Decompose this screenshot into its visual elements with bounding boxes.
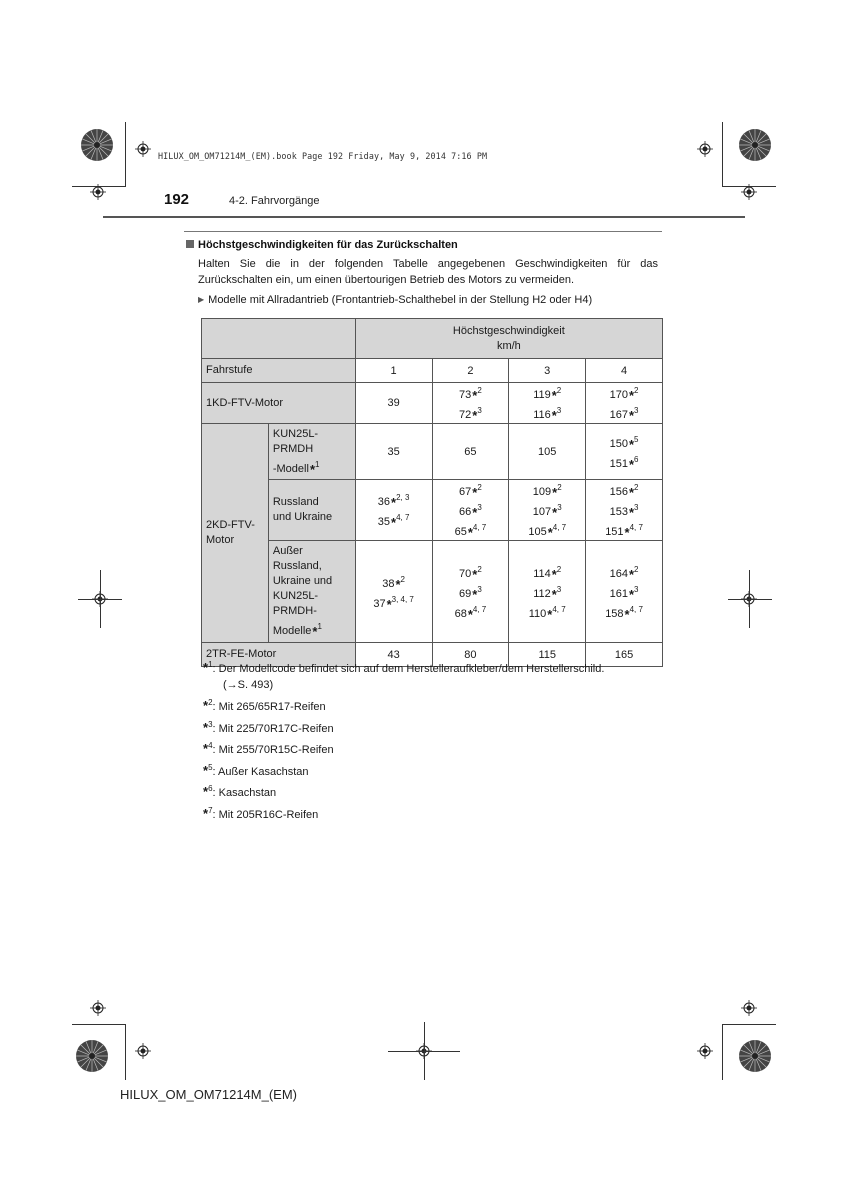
gear-cell: 4 [586, 359, 663, 383]
trim-mark [722, 1024, 723, 1080]
crosshair-icon [135, 1043, 151, 1059]
table-corner-cell [202, 319, 356, 359]
speed-cell: 43 [355, 643, 432, 667]
crosshair-icon [741, 184, 757, 200]
model-bullet-text: Modelle mit Allradantrieb (Frontantrieb-Schalthebel in der Stellung H2 oder H4) [208, 294, 593, 306]
chapter-title: 4-2. Fahrvorgänge [229, 195, 320, 207]
speed-cell: 109*$^2$ 107*$^3$ 105*$^{4, 7}$ [509, 480, 586, 541]
speed-cell: 164*$^2$ 161*$^3$ 158*$^{4, 7}$ [586, 541, 663, 643]
trim-mark [100, 570, 101, 628]
variant-label-cell: KUN25L- PRMDH -Modell*$^1$ [268, 424, 355, 480]
trim-mark [72, 1024, 126, 1025]
crosshair-icon [697, 1043, 713, 1059]
speed-cell: 67*$^2$ 66*$^3$ 65*$^{4, 7}$ [432, 480, 509, 541]
trim-mark [722, 1024, 776, 1025]
square-bullet-icon [186, 240, 194, 248]
speed-cell: 150*$^5$ 151*$^6$ [586, 424, 663, 480]
gear-cell: 1 [355, 359, 432, 383]
header-rule [103, 216, 745, 218]
crosshair-icon [90, 184, 106, 200]
footnote: *$^7$: Mit 205R16C-Reifen [203, 806, 319, 821]
footnote: *$^5$: Außer Kasachstan [203, 763, 309, 778]
crosshair-icon [90, 1000, 106, 1016]
speed-cell: 35 [355, 424, 432, 480]
speed-cell: 170*$^2$ 167*$^3$ [586, 383, 663, 424]
section-rule [184, 231, 662, 232]
speed-cell: 70*$^2$ 69*$^3$ 68*$^{4, 7}$ [432, 541, 509, 643]
footnote: *$^4$: Mit 255/70R15C-Reifen [203, 741, 334, 756]
intro-paragraph: Halten Sie die in der folgenden Tabelle angegebenen Geschwindigkeiten für das Zurückschalten ein, um einen übertourigen Betrieb des Motors zu vermeiden. [198, 258, 658, 286]
footnote: *$^2$: Mit 265/65R17-Reifen [203, 698, 326, 713]
header-unit-label: km/h [496, 339, 521, 352]
model-bullet [198, 294, 592, 306]
speed-cell: 39 [355, 383, 432, 424]
footnote: *$^6$: Kasachstan [203, 784, 277, 799]
registration-rosette-icon [80, 128, 114, 162]
speed-cell: 165 [586, 643, 663, 667]
footnote: *$^3$: Mit 225/70R17C-Reifen [203, 720, 334, 735]
triangle-bullet-icon: ▶ [198, 295, 205, 304]
header-speed-label: Höchstgeschwindigkeit [452, 324, 565, 337]
engine-label-cell: 1KD-FTV-Motor [202, 383, 356, 424]
speed-cell: 73*$^2$ 72*$^3$ [432, 383, 509, 424]
registration-rosette-icon [75, 1039, 109, 1073]
trim-mark [125, 122, 126, 186]
speed-cell: 80 [432, 643, 509, 667]
speed-cell: 65 [432, 424, 509, 480]
registration-rosette-icon [738, 1039, 772, 1073]
trim-mark [424, 1022, 425, 1080]
trim-mark [749, 570, 750, 628]
speed-cell: 115 [509, 643, 586, 667]
variant-label-cell: Russland und Ukraine [268, 480, 355, 541]
footnote: *$^1$: Der Modellcode befindet sich auf dem Herstelleraufkleber/dem Herstellerschild. [203, 660, 605, 675]
crosshair-icon [741, 1000, 757, 1016]
speed-cell: 38*$^2$ 37*$^{3, 4, 7}$ [355, 541, 432, 643]
downshift-speed-table [201, 318, 663, 667]
registration-rosette-icon [738, 128, 772, 162]
page-number: 192 [164, 191, 190, 208]
trim-mark [728, 599, 772, 600]
section-heading [186, 239, 458, 251]
table-header-cell [355, 319, 662, 359]
speed-cell: 156*$^2$ 153*$^3$ 151*$^{4, 7}$ [586, 480, 663, 541]
gear-cell: 3 [509, 359, 586, 383]
variant-label-cell: Außer Russland, Ukraine und KUN25L- PRMDH- Modelle*$^1$ [268, 541, 355, 643]
crosshair-icon [697, 141, 713, 157]
footnote-page-ref: (→S. 493) [223, 679, 274, 691]
speed-cell: 114*$^2$ 112*$^3$ 110*$^{4, 7}$ [509, 541, 586, 643]
crosshair-icon [135, 141, 151, 157]
gear-cell: 2 [432, 359, 509, 383]
trim-mark [125, 1024, 126, 1080]
footer-manual-code: HILUX_OM_OM71214M_(EM) [120, 1087, 297, 1102]
engine-group-label-cell: 2KD-FTV- Motor [202, 424, 269, 643]
gear-label-cell: Fahrstufe [202, 359, 356, 383]
book-file-info: HILUX_OM_OM71214M_(EM).book Page 192 Friday, May 9, 2014 7:16 PM [158, 151, 488, 161]
speed-cell: 36*$^{2, 3}$ 35*$^{4, 7}$ [355, 480, 432, 541]
engine-label-cell: 2TR-FE-Motor [202, 643, 356, 667]
speed-cell: 119*$^2$ 116*$^3$ [509, 383, 586, 424]
section-heading-text: Höchstgeschwindigkeiten für das Zurückschalten [198, 239, 458, 251]
trim-mark [722, 122, 723, 186]
speed-cell: 105 [509, 424, 586, 480]
